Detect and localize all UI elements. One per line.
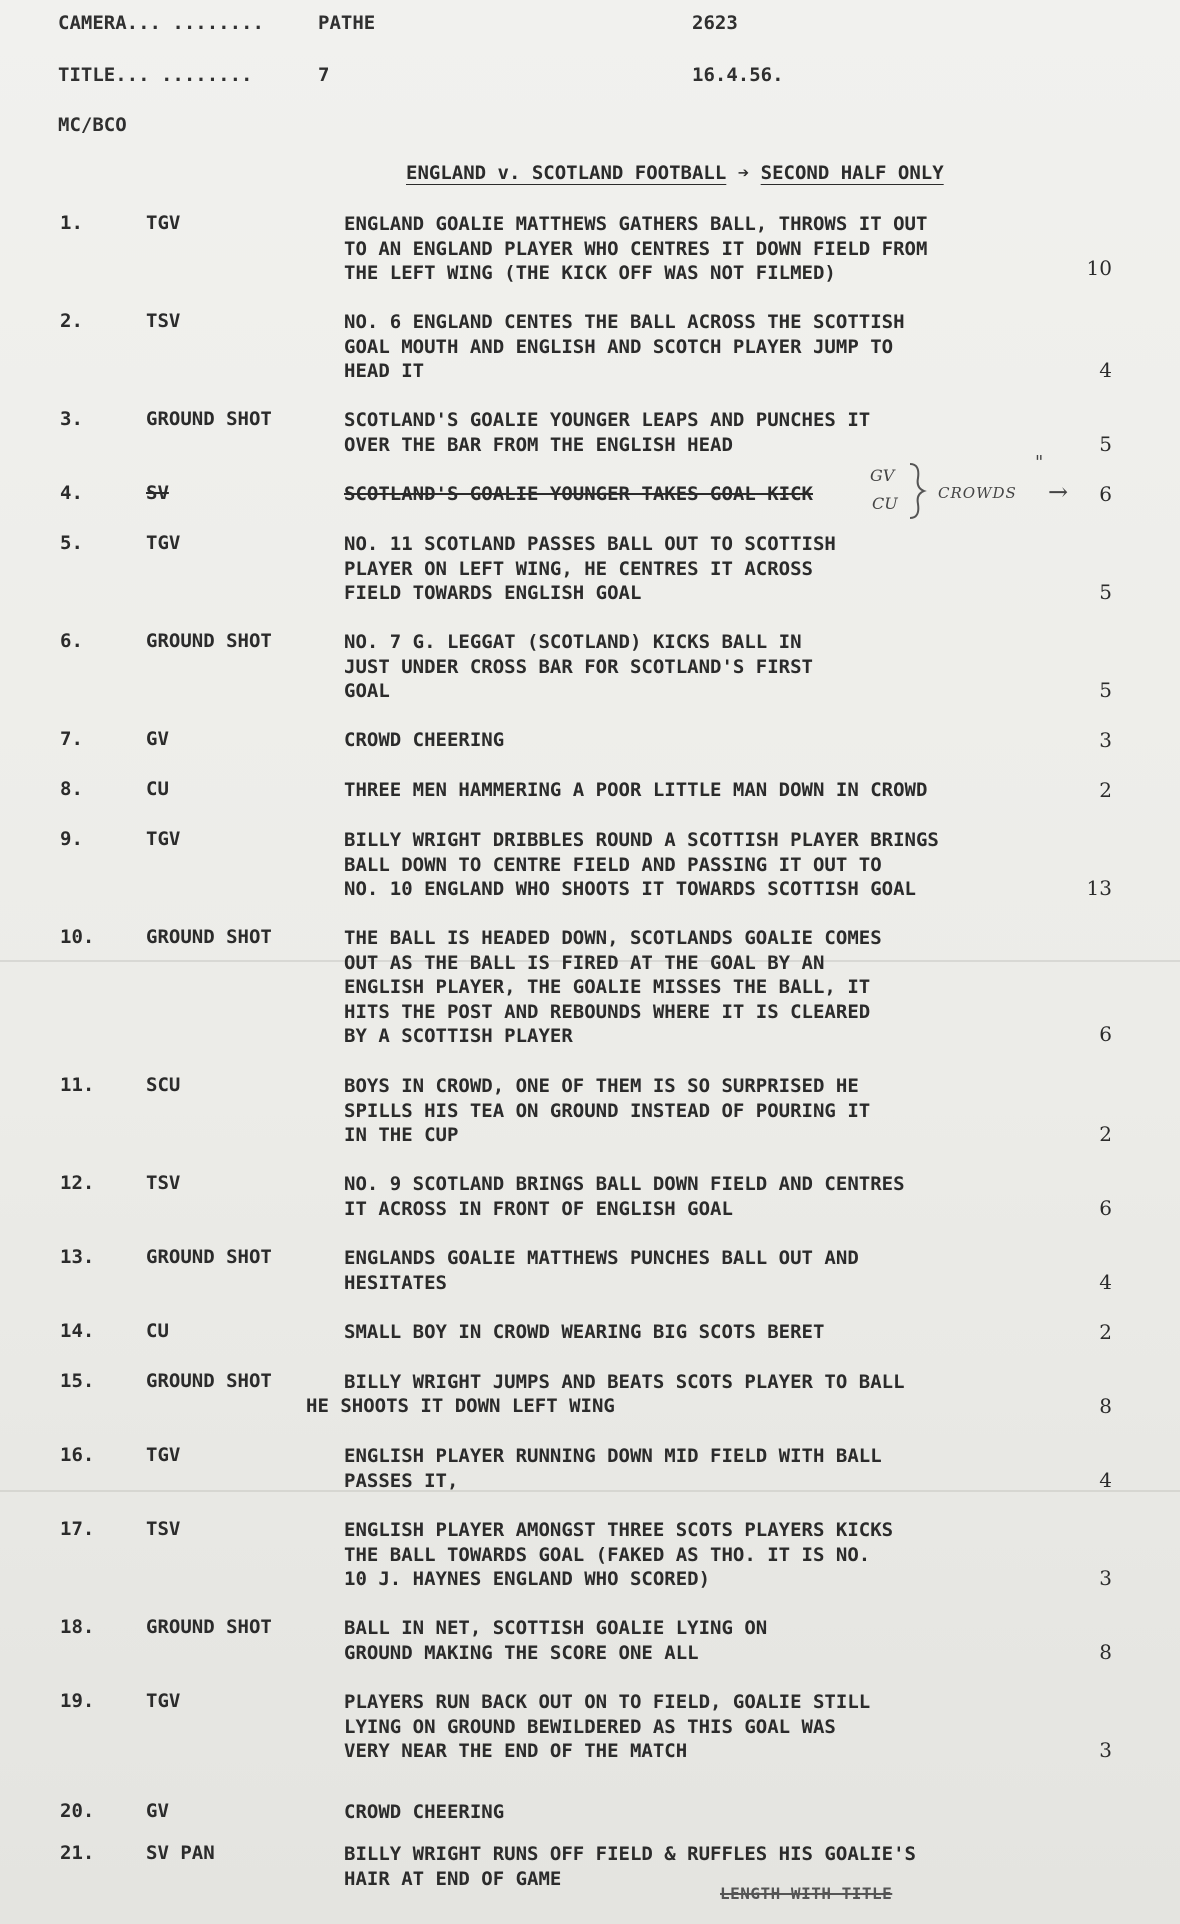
shot-code: CU [146, 778, 169, 800]
shot-length: 6 [1099, 482, 1112, 506]
shot-description: BILLY WRIGHT JUMPS AND BEATS SCOTS PLAYER TO BALL [344, 1371, 905, 1393]
shot-code: GROUND SHOT [146, 408, 272, 430]
shot-code: TGV [146, 1690, 181, 1712]
shot-number: 1. [60, 212, 83, 234]
shot-code: TGV [146, 532, 181, 554]
shot-code: GROUND SHOT [146, 926, 272, 948]
shot-description: ENGLAND GOALIE MATTHEWS GATHERS BALL, THROWS IT OUT TO AN ENGLAND PLAYER WHO CENTRES IT DOWN FIELD FROM THE LEFT WING (THE KICK OFF WAS NOT FILMED) [344, 213, 928, 284]
shot-length: 2 [1099, 1122, 1112, 1146]
shot-code: GROUND SHOT [146, 1246, 272, 1268]
shot-code: SCU [146, 1074, 181, 1096]
shot-description: ENGLANDS GOALIE MATTHEWS PUNCHES BALL OUT AND HESITATES [344, 1247, 859, 1294]
handwritten-gv: GV [870, 466, 895, 485]
shot-code: GROUND SHOT [146, 1616, 272, 1638]
code-reference: MC/BCO [58, 114, 127, 136]
shot-length: 3 [1099, 728, 1112, 752]
shot-code: GROUND SHOT [146, 630, 272, 652]
shot-code: GV [146, 728, 169, 750]
shot-length: 8 [1099, 1640, 1112, 1664]
shot-length: 4 [1099, 358, 1112, 382]
shot-code: TSV [146, 310, 181, 332]
shot-number: 11. [60, 1074, 95, 1096]
title-teams: ENGLAND v. SCOTLAND FOOTBALL [406, 162, 727, 184]
shot-code: TGV [146, 828, 181, 850]
shot-description: BALL IN NET, SCOTTISH GOALIE LYING ON GROUND MAKING THE SCORE ONE ALL [344, 1617, 768, 1664]
shot-number: 13. [60, 1246, 95, 1268]
document-date: 16.4.56. [692, 64, 784, 86]
shot-number: 2. [60, 310, 83, 332]
shot-description: BOYS IN CROWD, ONE OF THEM IS SO SURPRISED HE SPILLS HIS TEA ON GROUND INSTEAD OF POURING IT IN THE CUP [344, 1075, 871, 1146]
shot-number: 18. [60, 1616, 95, 1638]
shot-number: 3. [60, 408, 83, 430]
shot-number: 12. [60, 1172, 95, 1194]
shot-length: 6 [1099, 1196, 1112, 1220]
shot-length: 2 [1099, 1320, 1112, 1344]
handwritten-quote: " [1035, 452, 1044, 473]
shot-description: NO. 11 SCOTLAND PASSES BALL OUT TO SCOTTISH PLAYER ON LEFT WING, HE CENTRES IT ACROSS FIELD TOWARDS ENGLISH GOAL [344, 533, 836, 604]
shot-description: NO. 7 G. LEGGAT (SCOTLAND) KICKS BALL IN JUST UNDER CROSS BAR FOR SCOTLAND'S FIRST GOAL [344, 631, 813, 702]
shot-number: 15. [60, 1370, 95, 1392]
handwritten-cu: CU [872, 494, 898, 513]
handwritten-crowds: CROWDS [938, 484, 1017, 502]
shot-description: SCOTLAND'S GOALIE YOUNGER LEAPS AND PUNCHES IT OVER THE BAR FROM THE ENGLISH HEAD [344, 409, 871, 456]
shot-number: 21. [60, 1842, 95, 1864]
shot-description: CROWD CHEERING [344, 729, 505, 751]
shot-code: GROUND SHOT [146, 1370, 272, 1392]
shot-description: SMALL BOY IN CROWD WEARING BIG SCOTS BERET [344, 1321, 825, 1343]
shot-number: 14. [60, 1320, 95, 1342]
shot-number: 6. [60, 630, 83, 652]
shot-code: TSV [146, 1518, 181, 1540]
shot-length: 2 [1099, 778, 1112, 802]
shot-number: 16. [60, 1444, 95, 1466]
camera-label-text: CAMERA [58, 12, 127, 34]
shot-description: NO. 6 ENGLAND CENTES THE BALL ACROSS THE SCOTTISH GOAL MOUTH AND ENGLISH AND SCOTCH PLAYER JUMP TO HEAD IT [344, 311, 905, 382]
shot-number: 10. [60, 926, 95, 948]
arrow-icon: ➔ [737, 162, 750, 184]
camera-dots: ... ........ [126, 12, 264, 34]
handwritten-brace [906, 460, 930, 522]
shot-description: PLAYERS RUN BACK OUT ON TO FIELD, GOALIE STILL LYING ON GROUND BEWILDERED AS THIS GOAL WAS VERY NEAR THE END OF THE MATCH [344, 1691, 871, 1762]
camera-value: PATHE [318, 12, 376, 34]
title-half: SECOND HALF ONLY [760, 162, 944, 184]
shot-description: BILLY WRIGHT DRIBBLES ROUND A SCOTTISH PLAYER BRINGS BALL DOWN TO CENTRE FIELD AND PASSING IT OUT TO NO. 10 ENGLAND WHO SHOOTS IT TOWARDS SCOTTISH GOAL [344, 829, 939, 900]
shot-length: 10 [1086, 256, 1112, 280]
shot-length: 5 [1099, 580, 1112, 604]
shot-description: CROWD CHEERING [344, 1801, 505, 1823]
shot-length: 5 [1099, 432, 1112, 456]
title-dots: ... ........ [115, 64, 253, 86]
shot-code: GV [146, 1800, 169, 1822]
shot-description: THE BALL IS HEADED DOWN, SCOTLANDS GOALIE COMES OUT AS THE BALL IS FIRED AT THE GOAL BY AN ENGLISH PLAYER, THE GOALIE MISSES THE BALL, IT HITS THE POST AND REBOUNDS WHERE IT IS CLEARED BY A SCOTTISH PLAYER [344, 927, 882, 1047]
shot-code: SV PAN [146, 1842, 215, 1864]
shot-code: TGV [146, 212, 181, 234]
footer-length-note: LENGTH WITH TITLE [720, 1884, 893, 1903]
shot-number: 17. [60, 1518, 95, 1540]
shot-description: BILLY WRIGHT RUNS OFF FIELD & RUFFLES HIS GOALIE'S HAIR AT END OF GAME [344, 1843, 916, 1890]
shot-description: ENGLISH PLAYER RUNNING DOWN MID FIELD WITH BALL PASSES IT, [344, 1445, 882, 1492]
shot-number: 9. [60, 828, 83, 850]
shot-number: 19. [60, 1690, 95, 1712]
handwritten-arrow: → [1048, 478, 1069, 506]
shot-length: 4 [1099, 1468, 1112, 1492]
shot-length: 13 [1086, 876, 1112, 900]
shot-number: 4. [60, 482, 83, 504]
shot-length: 8 [1099, 1394, 1112, 1418]
shot-code: TSV [146, 1172, 181, 1194]
shot-code: SV [146, 482, 169, 504]
shot-length: 5 [1099, 678, 1112, 702]
camera-label [58, 12, 264, 34]
title-value: 7 [318, 64, 330, 86]
shot-description: ENGLISH PLAYER AMONGST THREE SCOTS PLAYERS KICKS THE BALL TOWARDS GOAL (FAKED AS THO. IT IS NO. 10 J. HAYNES ENGLAND WHO SCORED) [344, 1519, 894, 1590]
title-label-text: TITLE [58, 64, 116, 86]
shot-number: 8. [60, 778, 83, 800]
title-label [58, 64, 252, 86]
shot-length: 3 [1099, 1566, 1112, 1590]
shot-number: 20. [60, 1800, 95, 1822]
reference-number: 2623 [692, 12, 738, 34]
shot-length: 4 [1099, 1270, 1112, 1294]
shot-number: 7. [60, 728, 83, 750]
shot-code: TGV [146, 1444, 181, 1466]
shot-description: THREE MEN HAMMERING A POOR LITTLE MAN DOWN IN CROWD [344, 779, 928, 801]
shot-description-continued: HE SHOOTS IT DOWN LEFT WING [306, 1395, 615, 1417]
shot-code: CU [146, 1320, 169, 1342]
shot-description: NO. 9 SCOTLAND BRINGS BALL DOWN FIELD AND CENTRES IT ACROSS IN FRONT OF ENGLISH GOAL [344, 1173, 905, 1220]
shot-length: 6 [1099, 1022, 1112, 1046]
shot-description: SCOTLAND'S GOALIE YOUNGER TAKES GOAL KICK [344, 483, 813, 505]
shot-length: 3 [1099, 1738, 1112, 1762]
shot-number: 5. [60, 532, 83, 554]
document-title [406, 162, 944, 184]
